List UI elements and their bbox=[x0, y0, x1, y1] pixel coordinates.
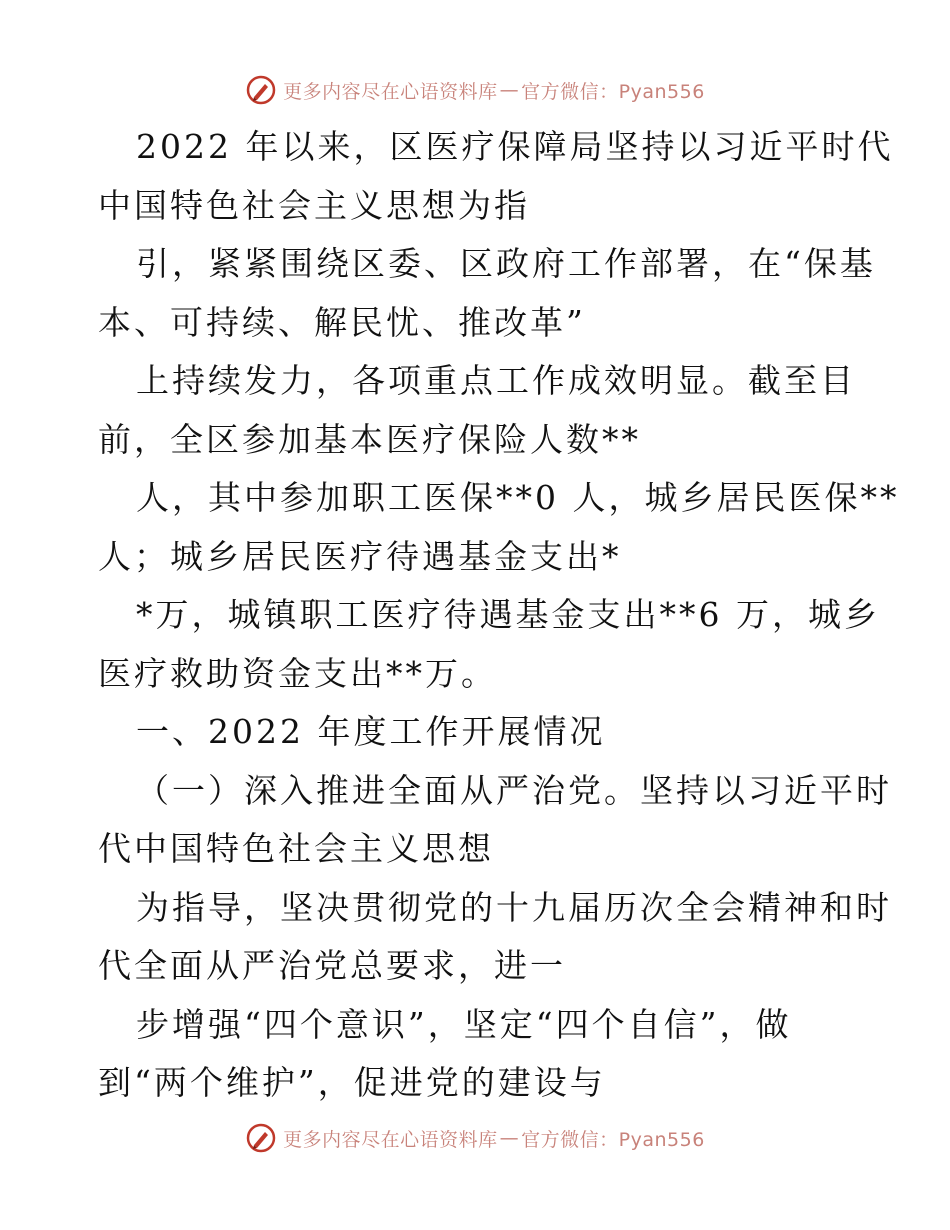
pen-logo-icon bbox=[245, 74, 277, 106]
footer-watermark bbox=[0, 1118, 950, 1158]
watermark-contact-text: 官方微信：Pyan556 bbox=[521, 1128, 705, 1151]
text-line: 2022 年以来，区医疗保障局坚持以习近平时代 bbox=[136, 127, 894, 166]
text-line: 上持续发力，各项重点工作成效明显。截至目 bbox=[136, 361, 856, 400]
watermark-dash: — bbox=[499, 1127, 520, 1149]
text-line: *万，城镇职工医疗待遇基金支出**6 万，城乡 bbox=[136, 595, 880, 634]
header-watermark bbox=[0, 70, 950, 110]
text-line: 前，全区参加基本医疗保险人数** bbox=[98, 419, 641, 459]
text-line: （一）深入推进全面从严治党。坚持以习近平时 bbox=[136, 770, 892, 810]
text-line: 引，紧紧围绕区委、区政府工作部署，在“保基 bbox=[136, 244, 876, 283]
text-line: 到“两个维护”，促进党的建设与 bbox=[98, 1063, 606, 1102]
text-line: 代中国特色社会主义思想 bbox=[98, 829, 494, 868]
watermark-site-text: 更多内容尽在心语资料库 bbox=[283, 1128, 498, 1151]
text-line: 医疗救助资金支出**万。 bbox=[98, 653, 497, 693]
text-line: 一、2022 年度工作开展情况 bbox=[136, 712, 606, 751]
text-line: 人，其中参加职工医保**0 人，城乡居民医保** bbox=[136, 478, 900, 517]
pen-logo-icon bbox=[245, 1122, 277, 1154]
watermark-site-text: 更多内容尽在心语资料库 bbox=[283, 80, 498, 103]
text-line: 步增强“四个意识”，坚定“四个自信”，做 bbox=[136, 1004, 792, 1044]
watermark-contact-text: 官方微信：Pyan556 bbox=[521, 80, 705, 103]
text-line: 中国特色社会主义思想为指 bbox=[98, 185, 530, 225]
document-body bbox=[98, 118, 900, 1113]
text-line: 本、可持续、解民忧、推改革” bbox=[98, 302, 586, 342]
text-line: 为指导，坚决贯彻党的十九届历次全会精神和时 bbox=[136, 887, 892, 927]
watermark-dash: — bbox=[499, 79, 520, 101]
text-line: 代全面从严治党总要求，进一 bbox=[98, 946, 566, 985]
text-line: 人；城乡居民医疗待遇基金支出* bbox=[98, 536, 622, 576]
